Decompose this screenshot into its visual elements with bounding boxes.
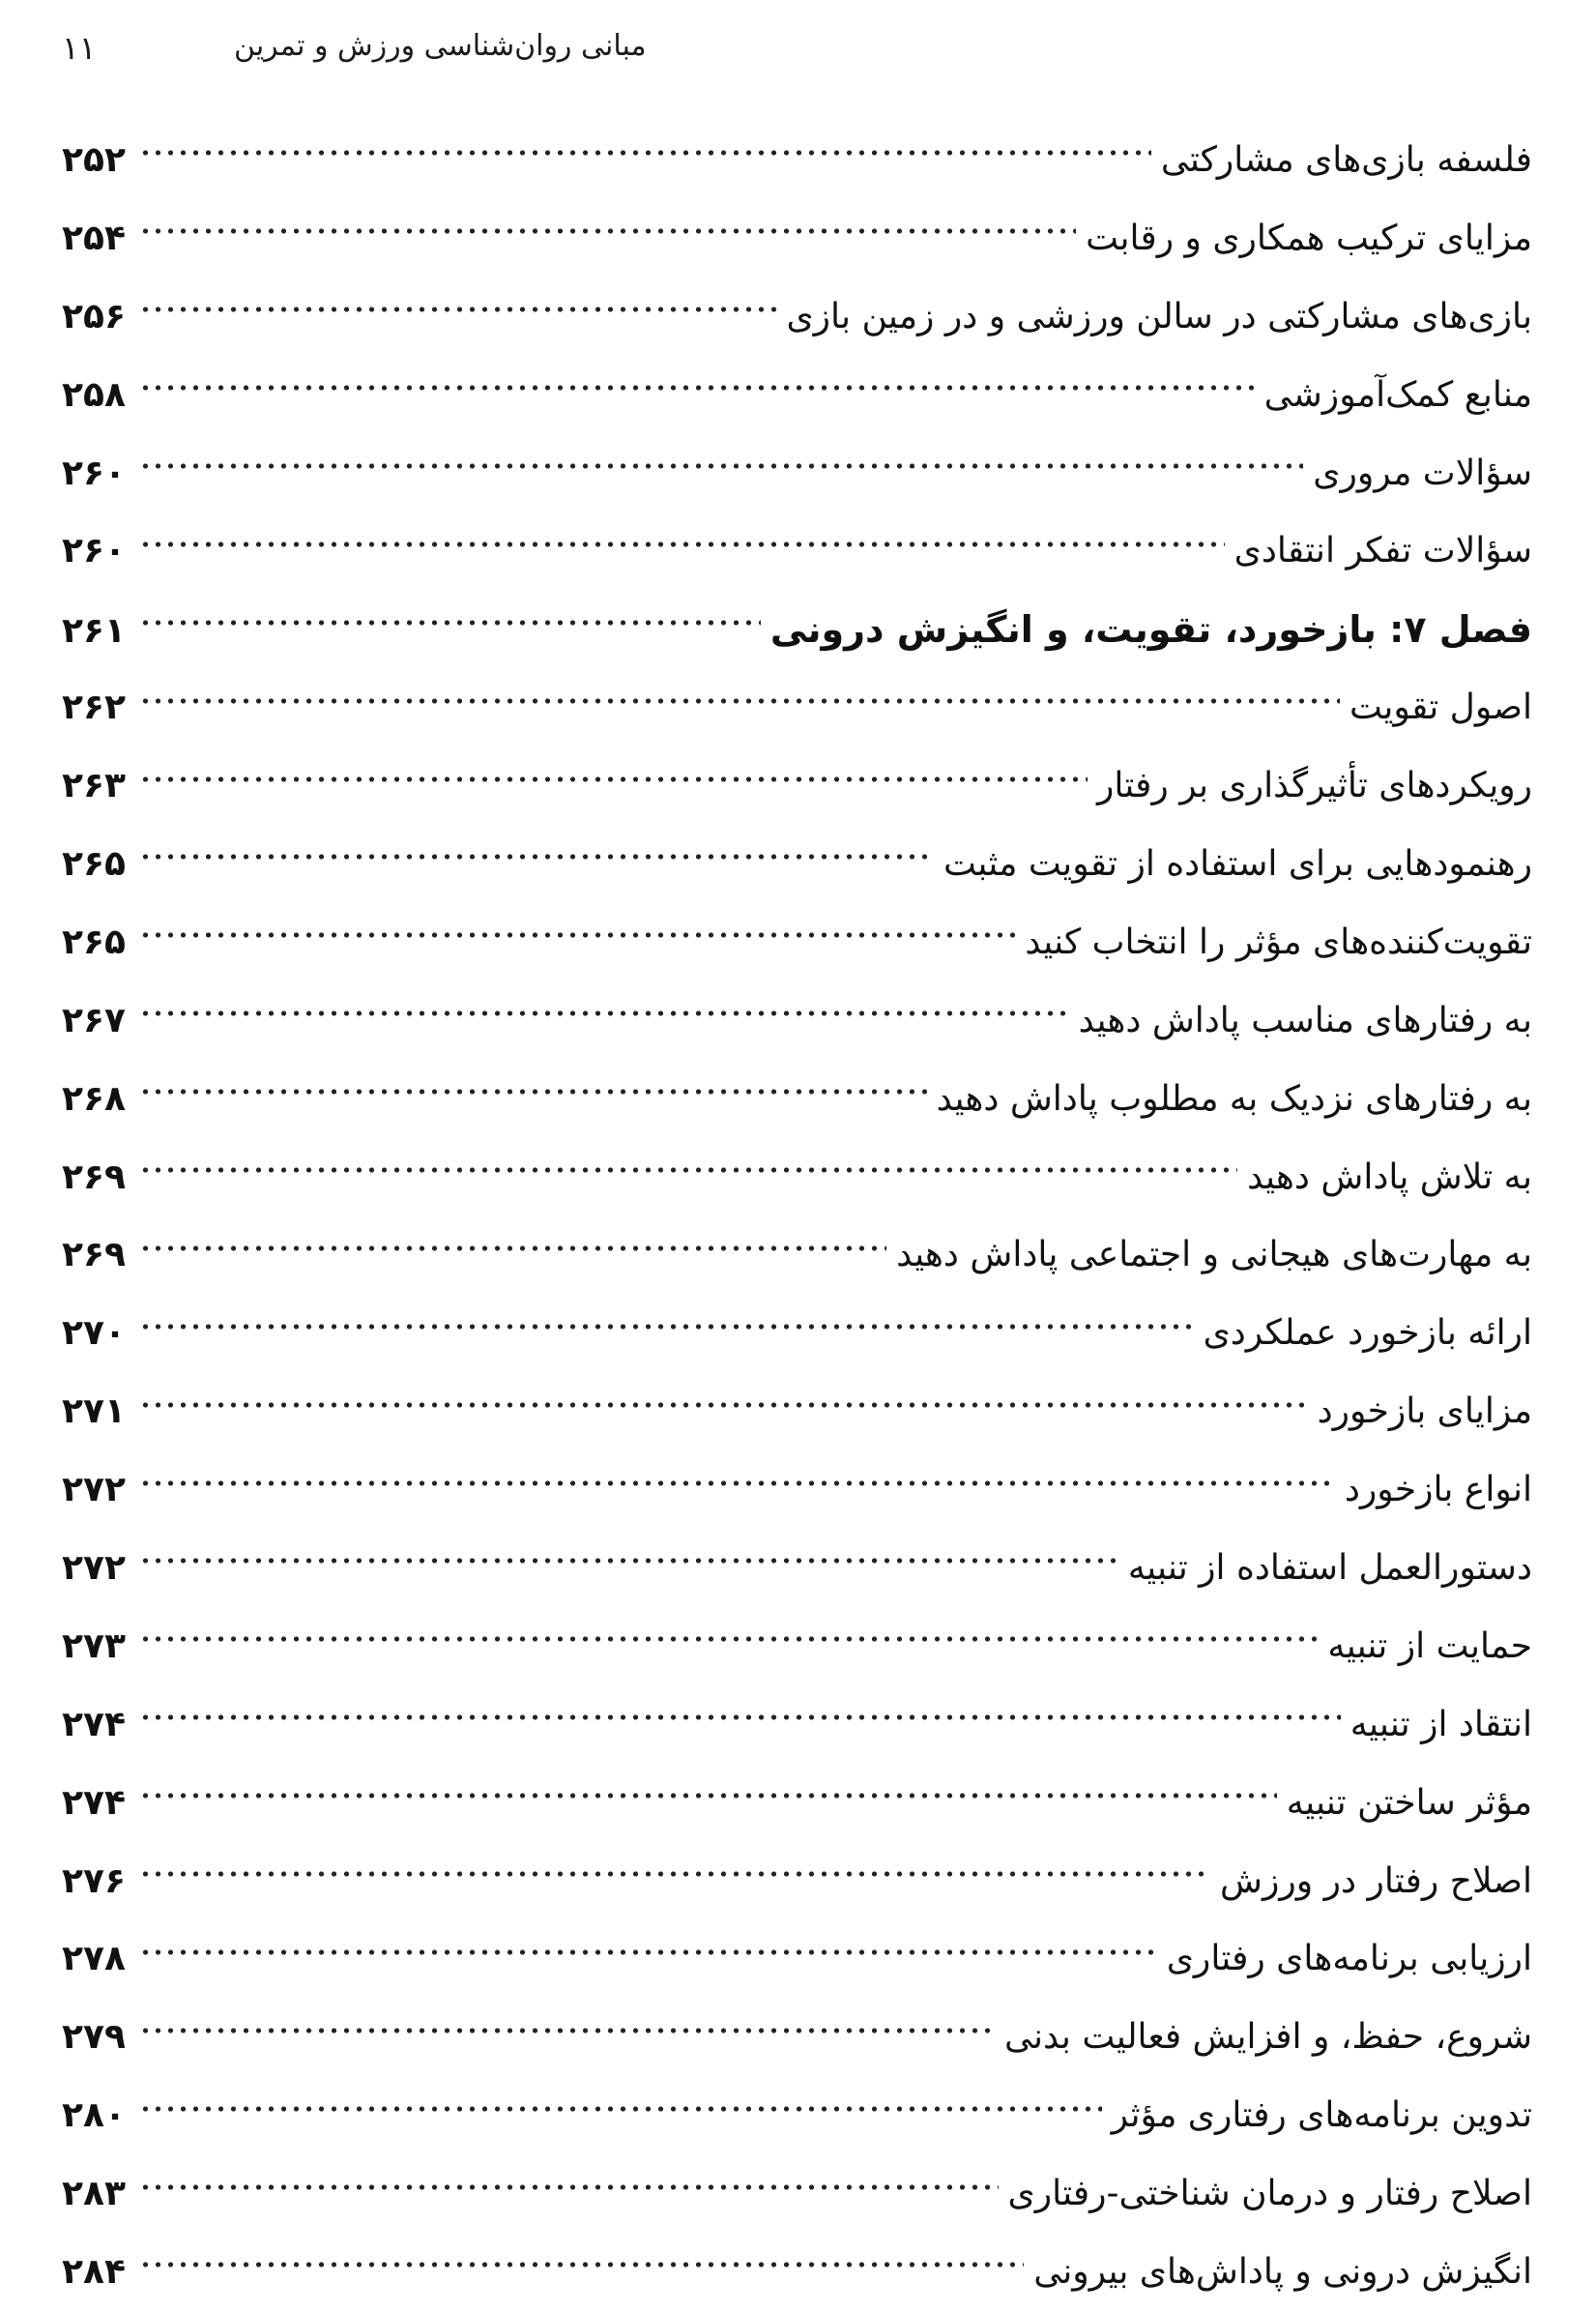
toc-entry-page-number: ۲۶۰: [62, 453, 126, 493]
toc-entry-title: ارزیابی برنامه‌های رفتاری: [1166, 1939, 1532, 1979]
dot-leader: [139, 462, 1303, 470]
dot-leader: [139, 1401, 1308, 1409]
toc-entry[interactable]: [62, 826, 1532, 904]
dot-leader: [139, 149, 1151, 157]
toc-entry-title: سؤالات تفکر انتقادی: [1233, 531, 1532, 571]
toc-entry-page-number: ۲۷۱: [62, 1391, 126, 1432]
dot-leader: [139, 931, 1015, 939]
dot-leader: [139, 384, 1255, 392]
toc-entry[interactable]: [62, 1999, 1532, 2077]
toc-entry[interactable]: [62, 1765, 1532, 1843]
toc-entry[interactable]: [62, 1061, 1532, 1139]
toc-entry-title: فلسفه بازی‌های مشارکتی: [1160, 140, 1532, 180]
toc-entry-page-number: ۲۶۷: [62, 1000, 126, 1040]
toc-entry-title: به رفتارهای نزدیک به مطلوب پاداش دهید: [936, 1078, 1532, 1119]
toc-entry-title: دستورالعمل استفاده از تنبیه: [1127, 1548, 1532, 1589]
toc-entry-page-number: ۲۵۸: [62, 374, 126, 415]
dot-leader: [139, 853, 934, 861]
toc-entry-page-number: ۲۷۹: [62, 2017, 126, 2058]
dot-leader: [139, 619, 761, 627]
toc-entry[interactable]: [62, 2077, 1532, 2155]
toc-entry[interactable]: [62, 1216, 1532, 1295]
toc-entry-page-number: ۲۷۴: [62, 1704, 126, 1744]
toc-entry-page-number: ۲۸۰: [62, 2095, 126, 2136]
toc-entry[interactable]: [62, 278, 1532, 357]
toc-entry-title: بازی‌های مشارکتی در سالن ورزشی و در زمین بازی: [786, 296, 1532, 337]
toc-entry-page-number: ۲۷۲: [62, 1470, 126, 1510]
toc-entry-page-number: ۲۷۶: [62, 1860, 126, 1901]
table-of-contents: [62, 122, 1532, 2312]
toc-entry-page-number: ۲۷۳: [62, 1625, 126, 1666]
dot-leader: [139, 1870, 1210, 1878]
toc-entry-title: مزایای ترکیب همکاری و رقابت: [1086, 218, 1532, 258]
toc-entry-page-number: ۲۶۹: [62, 1156, 126, 1197]
toc-entry-title: ارائه بازخورد عملکردی: [1203, 1313, 1532, 1354]
running-header: [62, 21, 1532, 79]
toc-entry[interactable]: [62, 435, 1532, 513]
dot-leader: [139, 1635, 1318, 1643]
toc-entry[interactable]: [62, 1920, 1532, 1999]
toc-entry[interactable]: [62, 2234, 1532, 2312]
toc-entry-title: انگیزش درونی و پاداش‌های بیرونی: [1033, 2252, 1532, 2293]
dot-leader: [139, 2105, 1102, 2113]
toc-entry-title: منابع کمک‌آموزشی: [1263, 374, 1532, 415]
toc-entry-title: تدوین برنامه‌های رفتاری مؤثر: [1111, 2095, 1532, 2136]
dot-leader: [139, 1166, 1237, 1174]
dot-leader: [139, 2027, 995, 2034]
dot-leader: [139, 306, 776, 313]
toc-entry-title: به تلاش پاداش دهید: [1247, 1156, 1532, 1197]
toc-entry-page-number: ۲۵۶: [62, 296, 126, 337]
toc-entry-title: انتقاد از تنبیه: [1349, 1704, 1532, 1744]
dot-leader: [139, 2261, 1024, 2268]
dot-leader: [139, 1713, 1341, 1721]
toc-entry[interactable]: [62, 747, 1532, 826]
dot-leader: [139, 1244, 886, 1252]
toc-entry-page-number: ۲۷۸: [62, 1939, 126, 1979]
dot-leader: [139, 1557, 1118, 1565]
toc-entry-page-number: ۲۷۰: [62, 1313, 126, 1354]
dot-leader: [139, 541, 1225, 548]
toc-entry-page-number: ۲۷۲: [62, 1548, 126, 1589]
toc-entry[interactable]: [62, 200, 1532, 278]
toc-entry-title: فصل ۷: بازخورد، تقویت، و انگیزش درونی: [769, 608, 1532, 652]
toc-entry-page-number: ۲۵۲: [62, 140, 126, 180]
toc-entry[interactable]: [62, 1608, 1532, 1686]
toc-entry-page-number: ۲۸۳: [62, 2174, 126, 2214]
toc-entry-title: سؤالات مروری: [1313, 453, 1532, 493]
dot-leader: [139, 2183, 999, 2191]
toc-entry-title: تقویت‌کننده‌های مؤثر را انتخاب کنید: [1025, 922, 1532, 962]
toc-entry[interactable]: [62, 1451, 1532, 1530]
toc-entry-page-number: ۲۶۹: [62, 1235, 126, 1275]
toc-entry[interactable]: [62, 512, 1532, 591]
toc-entry[interactable]: [62, 2155, 1532, 2234]
toc-entry[interactable]: [62, 1686, 1532, 1765]
toc-entry-title: انواع بازخورد: [1344, 1470, 1532, 1510]
toc-entry-title: مؤثر ساختن تنبیه: [1286, 1782, 1532, 1823]
dot-leader: [139, 1323, 1194, 1331]
toc-entry-title: رهنمودهایی برای استفاده از تقویت مثبت: [943, 844, 1532, 885]
toc-entry[interactable]: [62, 122, 1532, 200]
toc-entry-title: شروع، حفظ، و افزایش فعالیت بدنی: [1003, 2017, 1532, 2058]
toc-entry-page-number: ۲۶۲: [62, 688, 126, 728]
toc-entry-title: مزایای بازخورد: [1317, 1391, 1532, 1432]
dot-leader: [139, 1088, 927, 1096]
toc-entry-title: اصول تقویت: [1349, 688, 1532, 728]
toc-entry[interactable]: [62, 1139, 1532, 1217]
toc-entry-page-number: ۲۶۵: [62, 922, 126, 962]
dot-leader: [139, 1792, 1277, 1800]
dot-leader: [139, 1010, 1069, 1017]
page-number: ۱۱: [62, 29, 97, 67]
toc-entry-page-number: ۲۷۴: [62, 1782, 126, 1823]
dot-leader: [139, 1948, 1157, 1956]
toc-entry-page-number: ۲۸۴: [62, 2252, 126, 2293]
book-title: مبانی روان‌شناسی ورزش و تمرین: [234, 29, 647, 63]
toc-chapter-entry[interactable]: [62, 591, 1532, 669]
dot-leader: [139, 1479, 1335, 1487]
toc-entry[interactable]: [62, 1530, 1532, 1608]
toc-entry[interactable]: [62, 1843, 1532, 1921]
toc-entry[interactable]: [62, 669, 1532, 747]
toc-entry-page-number: ۲۶۳: [62, 766, 126, 806]
dot-leader: [139, 776, 1088, 783]
toc-entry[interactable]: [62, 1373, 1532, 1451]
toc-entry-page-number: ۲۶۸: [62, 1078, 126, 1119]
toc-entry[interactable]: [62, 357, 1532, 435]
toc-entry-page-number: ۲۶۰: [62, 531, 126, 571]
dot-leader: [139, 227, 1076, 235]
toc-entry-title: به مهارت‌های هیجانی و اجتماعی پاداش دهید: [896, 1235, 1532, 1275]
toc-entry-title: اصلاح رفتار در ورزش: [1220, 1860, 1532, 1901]
toc-entry-page-number: ۲۶۵: [62, 844, 126, 885]
toc-entry-title: به رفتارهای مناسب پاداش دهید: [1078, 1000, 1532, 1040]
toc-entry[interactable]: [62, 904, 1532, 982]
toc-entry-page-number: ۲۵۴: [62, 218, 126, 258]
toc-entry[interactable]: [62, 1295, 1532, 1373]
toc-entry-page-number: ۲۶۱: [62, 611, 126, 652]
toc-entry[interactable]: [62, 982, 1532, 1061]
dot-leader: [139, 697, 1340, 705]
toc-entry-title: حمایت از تنبیه: [1327, 1625, 1532, 1666]
toc-entry-title: رویکردهای تأثیرگذاری بر رفتار: [1096, 766, 1532, 806]
toc-entry-title: اصلاح رفتار و درمان شناختی-رفتاری: [1007, 2174, 1532, 2214]
